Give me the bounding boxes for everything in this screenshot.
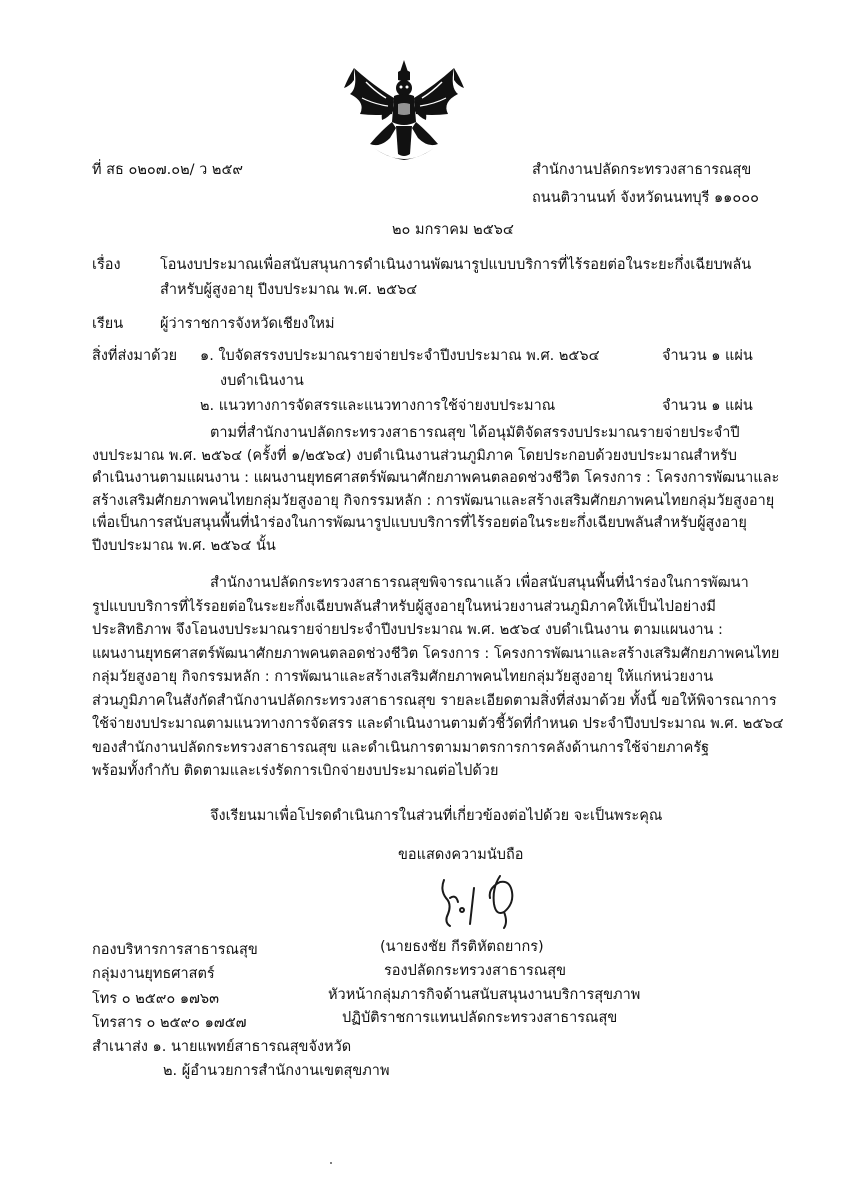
body-paragraph-1	[92, 422, 779, 557]
subject-label: เรื่อง	[92, 257, 121, 273]
signer-position-2: หัวหน้ากลุ่มภารกิจด้านสนับสนุนงานบริการสุขภาพ	[328, 987, 641, 1003]
enclosure-item-1-line-2: งบดำเนินงาน	[220, 373, 304, 389]
footer-fax: โทรสาร ๐ ๒๕๙๐ ๑๗๕๗	[92, 1015, 247, 1031]
enclosure-item-2: ๒. แนวทางการจัดสรรและแนวทางการใช้จ่ายงบประมาณ	[200, 398, 556, 414]
paragraph-line: ตามที่สำนักงานปลัดกระทรวงสาธารณสุข ได้อนุมัติจัดสรรงบประมาณรายจ่ายประจำปี	[210, 425, 740, 441]
enclosure-item-1-qty: จำนวน ๑ แผ่น	[662, 348, 753, 364]
footer-tel: โทร ๐ ๒๕๙๐ ๑๗๖๓	[92, 991, 220, 1007]
body-paragraph-2	[92, 572, 784, 784]
paragraph-line: ปีงบประมาณ พ.ศ. ๒๕๖๔ นั้น	[92, 537, 276, 554]
paragraph-line: แผนงานยุทธศาสตร์พัฒนาศักยภาพคนตลอดช่วงชีวิต โครงการ : โครงการพัฒนาและสร้างเสริมศักยภาพคนไทย	[92, 645, 780, 662]
enclosure-item-2-qty: จำนวน ๑ แผ่น	[662, 398, 753, 414]
recipient-value: ผู้ว่าราชการจังหวัดเชียงใหม่	[160, 316, 335, 332]
paragraph-line: ประสิทธิภาพ จึงโอนงบประมาณรายจ่ายประจำปีงบประมาณ พ.ศ. ๒๕๖๔ งบดำเนินงาน ตามแผนงาน :	[92, 622, 723, 638]
paragraph-line: พร้อมทั้งกำกับ ติดตามและเร่งรัดการเบิกจ่ายงบประมาณต่อไปด้วย	[92, 763, 499, 779]
issuing-office-address: ถนนติวานนท์ จังหวัดนนทบุรี ๑๑๐๐๐	[532, 190, 759, 206]
signer-position-1: รองปลัดกระทรวงสาธารณสุข	[384, 963, 566, 979]
footer-group: กลุ่มงานยุทธศาสตร์	[92, 966, 215, 982]
paragraph-line: เพื่อเป็นการสนับสนุนพื้นที่นำร่องในการพัฒนารูปแบบบริการที่ไร้รอยต่อในระยะกึ่งเฉียบพลันสำหรับผู้สูงอายุ	[92, 515, 747, 531]
paragraph-line: งบประมาณ พ.ศ. ๒๕๖๔ (ครั้งที่ ๑/๒๕๖๔) งบดำเนินงานส่วนภูมิภาค โดยประกอบด้วยงบประมาณสำหรับ	[92, 447, 737, 464]
issuing-office: สำนักงานปลัดกระทรวงสาธารณสุข	[532, 162, 752, 178]
paragraph-line: รูปแบบบริการที่ไร้รอยต่อในระยะกึ่งเฉียบพลันสำหรับผู้สูงอายุในหน่วยงานส่วนภูมิภาคให้เป็นไปอย่างมี	[92, 598, 716, 615]
footer-cc-line-2: ๒. ผู้อำนวยการสำนักงานเขตสุขภาพ	[163, 1063, 390, 1079]
document-number: ที่ สธ ๐๒๐๗.๐๒/ ว ๒๕๙	[92, 162, 244, 178]
paragraph-line: ของสำนักงานปลัดกระทรวงสาธารณสุข และดำเนินการตามมาตรการการคลังด้านการใช้จ่ายภาครัฐ	[92, 739, 710, 756]
closing: ขอแสดงความนับถือ	[398, 847, 524, 863]
paragraph-line: ส่วนภูมิภาคในสังกัดสำนักงานปลัดกระทรวงสาธารณสุข รายละเอียดตามสิ่งที่ส่งมาด้วย ทั้งนี้ ขอให้พิจารณาการ	[92, 692, 777, 709]
signer-name: (นายธงชัย กีรติหัตถยากร)	[380, 939, 544, 955]
document-date: ๒๐ มกราคม ๒๕๖๔	[392, 222, 514, 238]
garuda-emblem	[340, 58, 468, 170]
signer-position-3: ปฏิบัติราชการแทนปลัดกระทรวงสาธารณสุข	[342, 1010, 618, 1026]
subject-line-1: โอนงบประมาณเพื่อสนับสนุนการดำเนินงานพัฒนารูปแบบบริการที่ไร้รอยต่อในระยะกึ่งเฉียบพลัน	[160, 257, 752, 273]
paragraph-line: สร้างเสริมศักยภาพคนไทยกลุ่มวัยสูงอายุ กิจกรรมหลัก : การพัฒนาและสร้างเสริมศักยภาพคนไทยกลุ่มวัยสูงอายุ	[92, 492, 775, 509]
enclosures-label: สิ่งที่ส่งมาด้วย	[92, 348, 178, 364]
footer-division: กองบริหารการสาธารณสุข	[92, 942, 258, 958]
body-paragraph-3: จึงเรียนมาเพื่อโปรดดำเนินการในส่วนที่เกี่ยวข้องต่อไปด้วย จะเป็นพระคุณ	[210, 808, 663, 824]
paragraph-line: ดำเนินงานตามแผนงาน : แผนงานยุทธศาสตร์พัฒนาศักยภาพคนตลอดช่วงชีวิต โครงการ : โครงการพัฒนาและ	[92, 470, 780, 486]
paragraph-line: กลุ่มวัยสูงอายุ กิจกรรมหลัก : การพัฒนาและสร้างเสริมศักยภาพคนไทยกลุ่มวัยสูงอายุ ให้แก่หน่วยงาน	[92, 669, 714, 685]
enclosure-item-1: ๑. ใบจัดสรรงบประมาณรายจ่ายประจำปีงบประมาณ พ.ศ. ๒๕๖๔	[200, 348, 600, 364]
subject-line-2: สำหรับผู้สูงอายุ ปีงบประมาณ พ.ศ. ๒๕๖๔	[160, 282, 418, 298]
paragraph-line: ใช้จ่ายงบประมาณตามแนวทางการจัดสรร และดำเนินงานตามตัวชี้วัดที่กำหนด ประจำปีงบประมาณ พ.ศ. ๒๕๖๔	[92, 716, 784, 732]
scan-speck	[330, 1162, 332, 1164]
paragraph-line: สำนักงานปลัดกระทรวงสาธารณสุขพิจารณาแล้ว เพื่อสนับสนุนพื้นที่นำร่องในการพัฒนา	[210, 575, 749, 591]
footer-cc-line-1: สำเนาส่ง ๑. นายแพทย์สาธารณสุขจังหวัด	[92, 1039, 352, 1055]
handwritten-signature	[430, 868, 530, 934]
recipient-label: เรียน	[92, 316, 124, 332]
